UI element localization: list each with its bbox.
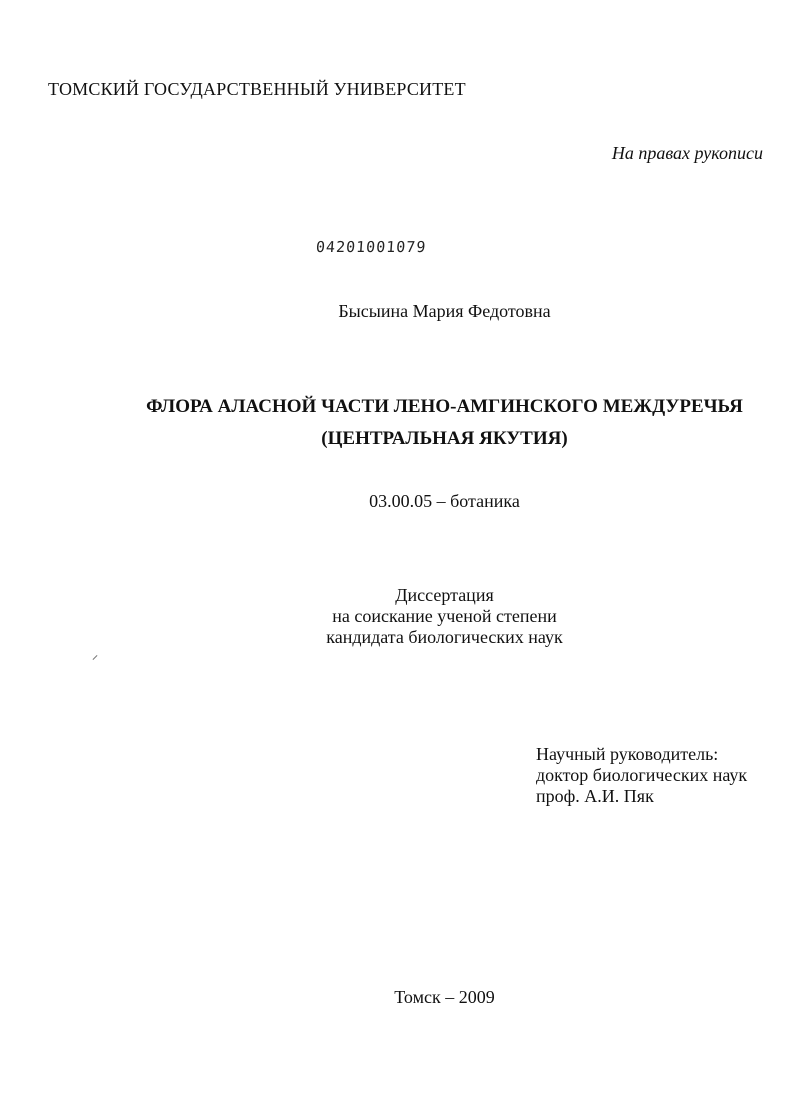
supervisor-label: Научный руководитель: [536, 744, 719, 764]
supervisor-degree: доктор биологических наук [536, 765, 748, 785]
supervisor-name: проф. А.И. Пяк [536, 786, 654, 806]
thesis-line-3: кандидата биологических наук [326, 627, 563, 647]
scan-mark [93, 655, 98, 660]
dissertation-title-line-2: (ЦЕНТРАЛЬНАЯ ЯКУТИЯ) [321, 428, 568, 449]
specialty-code: 03.00.05 – ботаника [369, 491, 520, 511]
author-name: Бысыина Мария Федотовна [338, 301, 551, 321]
manuscript-note: На правах рукописи [611, 143, 763, 163]
thesis-description [48, 585, 793, 648]
thesis-line-1: Диссертация [395, 585, 494, 605]
dissertation-title-line-1: ФЛОРА АЛАСНОЙ ЧАСТИ ЛЕНО-АМГИНСКОГО МЕЖДУРЕЧЬЯ [146, 396, 743, 417]
city-year: Томск – 2009 [394, 987, 495, 1007]
supervisor-block [536, 744, 747, 807]
registration-number: 04201001079 [315, 238, 427, 256]
thesis-line-2: на соискание ученой степени [332, 606, 557, 626]
university-name: ТОМСКИЙ ГОСУДАРСТВЕННЫЙ УНИВЕРСИТЕТ [48, 79, 466, 99]
